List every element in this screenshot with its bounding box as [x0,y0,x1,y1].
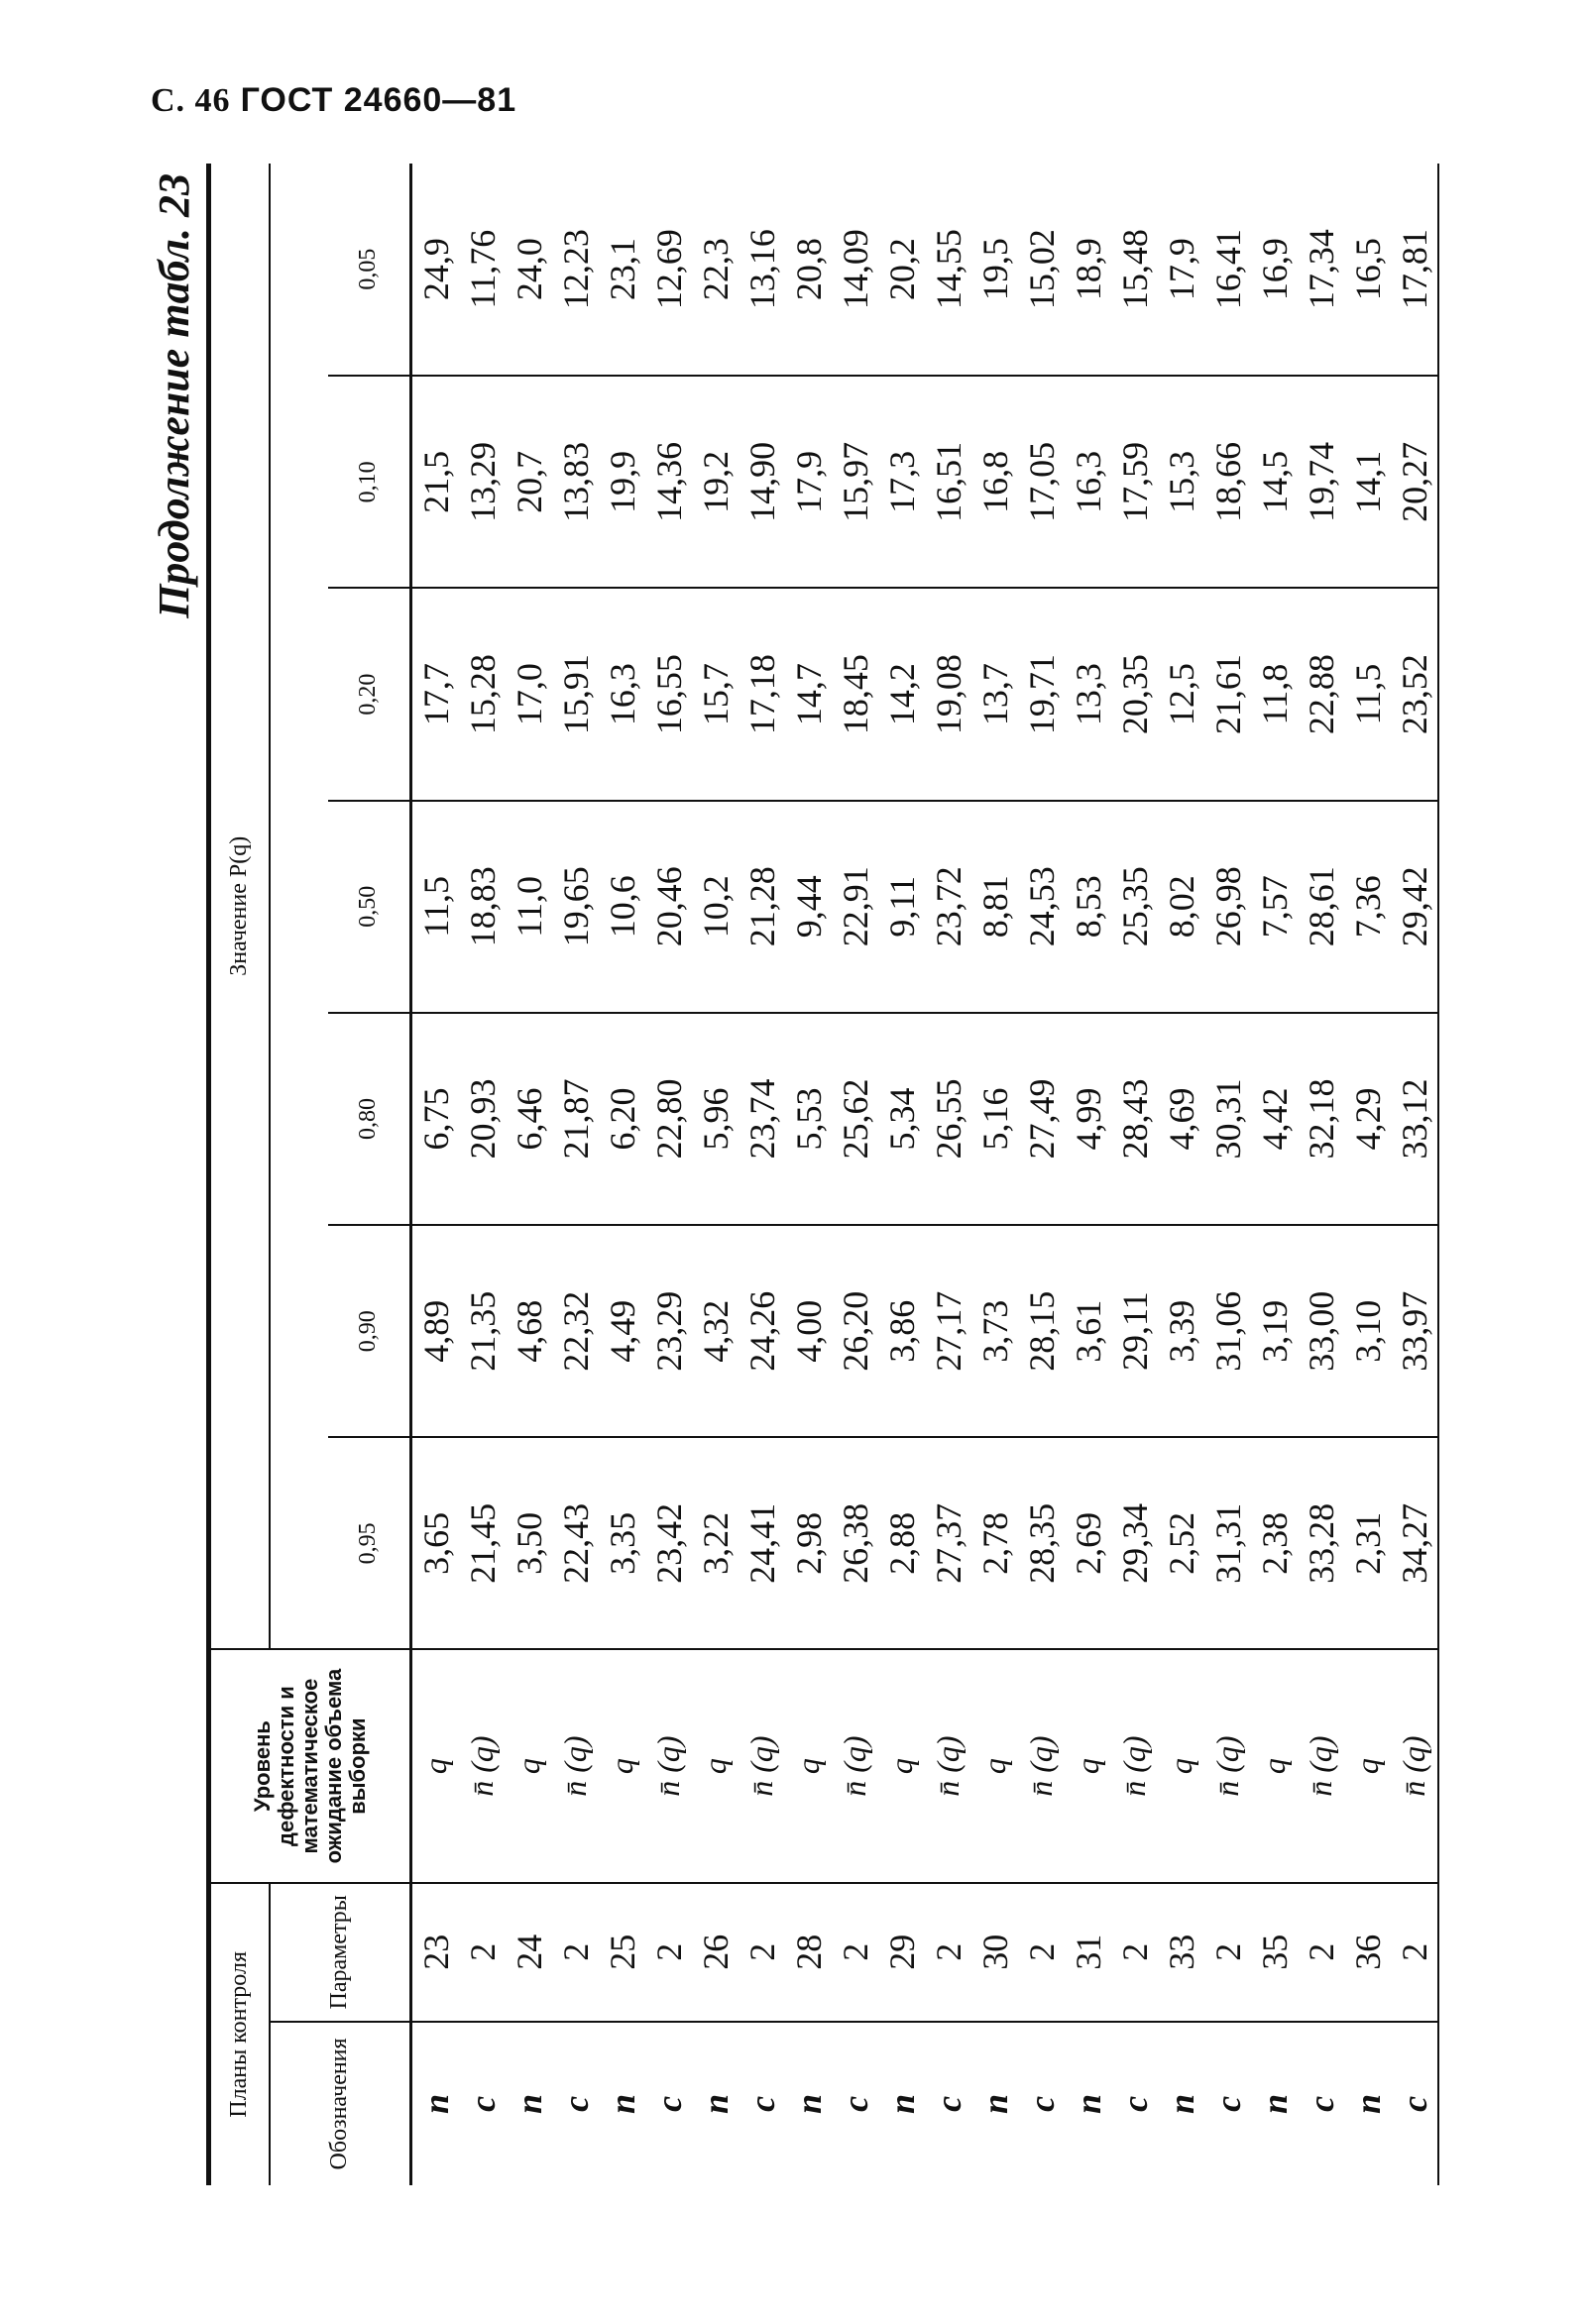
value-cell: 21,5 [411,376,460,588]
parameter-cell: 2 [925,1883,971,2022]
value-cell: 10,2 [692,801,739,1013]
value-cell: 29,42 [1391,801,1438,1013]
level-header: Уровень дефектности и математическое ожидание объема выборки [209,1649,411,1882]
parameter-cell: 24 [506,1883,552,2022]
level-cell: q [1065,1649,1111,1882]
value-cell: 25,35 [1111,801,1158,1013]
designation-cell: n [971,2022,1018,2185]
value-cell: 17,18 [739,588,785,800]
table-row [832,164,878,2185]
value-cell: 18,9 [1068,238,1108,301]
value-cell: 19,2 [692,376,739,588]
value-cell: 10,6 [599,801,645,1013]
value-cell: 13,83 [552,376,599,588]
value-cell: 4,29 [1344,1013,1391,1225]
value-cell: 20,46 [645,801,692,1013]
designation-cell: n [599,2022,645,2185]
table-row [971,164,1018,2185]
parameter-cell: 2 [832,1883,878,2022]
value-cell: 4,68 [506,1225,552,1437]
value-cell: 18,45 [832,588,878,800]
value-cell: 13,29 [459,376,506,588]
value-cell: 19,08 [925,588,971,800]
parameter-cell: 2 [1298,1883,1344,2022]
value-cell: 27,17 [925,1225,971,1437]
value-cell: 22,3 [695,238,736,301]
value-cell: 28,43 [1111,1013,1158,1225]
value-cell: 6,20 [599,1013,645,1225]
value-cell: 33,28 [1298,1437,1344,1649]
value-cell: 8,53 [1065,801,1111,1013]
value-cell: 22,91 [832,801,878,1013]
parameter-cell: 33 [1158,1883,1204,2022]
parameter-cell: 29 [878,1883,925,2022]
level-cell: n̄ (q) [552,1649,599,1882]
level-cell: n̄ (q) [739,1649,785,1882]
value-cell: 22,80 [645,1013,692,1225]
value-cell: 28,35 [1018,1437,1065,1649]
value-cell: 19,74 [1298,376,1344,588]
value-cell: 2,38 [1251,1437,1298,1649]
value-cell: 3,73 [971,1225,1018,1437]
designation-cell: c [1111,2022,1158,2185]
table-row [1204,164,1251,2185]
value-cell: 4,49 [599,1225,645,1437]
p-value-header: 0,80 [328,1013,411,1225]
table-row [1344,164,1391,2185]
table-row [1391,164,1438,2185]
value-cell: 16,5 [1347,238,1388,301]
value-cell: 3,10 [1344,1225,1391,1437]
value-cell: 11,0 [506,801,552,1013]
level-cell: q [692,1649,739,1882]
value-cell: 3,65 [411,1437,460,1649]
value-cell: 31,31 [1204,1437,1251,1649]
value-cell: 4,00 [785,1225,832,1437]
parameter-cell: 2 [459,1883,506,2022]
value-cell: 17,9 [1161,238,1201,301]
value-cell: 8,81 [971,801,1018,1013]
value-cell: 3,19 [1251,1225,1298,1437]
level-cell: n̄ (q) [1018,1649,1065,1882]
table-row [1065,164,1111,2185]
parameter-cell: 31 [1065,1883,1111,2022]
level-cell: q [971,1649,1018,1882]
value-cell: 4,32 [692,1225,739,1437]
designation-header: Обозначения [270,2022,411,2185]
level-cell: n̄ (q) [1298,1649,1344,1882]
value-cell: 16,8 [971,376,1018,588]
value-cell: 5,53 [785,1013,832,1225]
value-cell: 16,55 [645,588,692,800]
designation-cell: c [1204,2022,1251,2185]
parameter-cell: 25 [599,1883,645,2022]
table-row [1298,164,1344,2185]
value-cell: 3,35 [599,1437,645,1649]
designation-cell: c [645,2022,692,2185]
value-cell: 23,74 [739,1013,785,1225]
value-cell: 25,62 [832,1013,878,1225]
value-cell: 20,27 [1391,376,1438,588]
table-row [878,164,925,2185]
table-row [599,164,645,2185]
value-cell: 19,65 [552,801,599,1013]
value-cell: 22,43 [552,1437,599,1649]
designation-cell: n [411,2022,460,2185]
value-cell: 13,16 [741,229,782,310]
data-table [206,164,1439,2185]
level-cell: n̄ (q) [1391,1649,1438,1882]
page-number: С. 46 [151,82,231,119]
parameter-cell: 36 [1344,1883,1391,2022]
value-cell: 15,48 [1114,229,1155,310]
value-cell: 26,55 [925,1013,971,1225]
value-cell: 31,06 [1204,1225,1251,1437]
level-cell: n̄ (q) [645,1649,692,1882]
level-cell: n̄ (q) [925,1649,971,1882]
value-cell: 11,5 [411,801,460,1013]
value-cell: 2,69 [1065,1437,1111,1649]
value-cell: 17,3 [878,376,925,588]
value-cell: 28,15 [1018,1225,1065,1437]
value-cell: 4,42 [1251,1013,1298,1225]
designation-cell: n [1158,2022,1204,2185]
value-cell: 14,1 [1344,376,1391,588]
value-cell: 15,28 [459,588,506,800]
value-cell: 17,9 [785,376,832,588]
value-cell: 6,75 [411,1013,460,1225]
value-cell: 26,38 [832,1437,878,1649]
table-row [925,164,971,2185]
value-cell: 15,3 [1158,376,1204,588]
value-cell: 9,44 [785,801,832,1013]
value-cell: 26,98 [1204,801,1251,1013]
value-cell: 23,72 [925,801,971,1013]
level-cell: n̄ (q) [1204,1649,1251,1882]
table-row [411,164,460,2185]
value-cell: 18,83 [459,801,506,1013]
value-cell: 12,69 [648,229,689,310]
designation-cell: n [692,2022,739,2185]
value-cell: 20,7 [506,376,552,588]
parameters-header: Параметры [270,1883,411,2022]
value-cell: 19,71 [1018,588,1065,800]
value-cell: 3,86 [878,1225,925,1437]
value-cell: 14,55 [928,229,968,310]
p-value-header: 0,05 [328,164,411,376]
value-cell: 3,39 [1158,1225,1204,1437]
p-value-header: 0,95 [328,1437,411,1649]
value-cell: 24,0 [509,238,549,301]
value-cell: 11,5 [1344,588,1391,800]
value-cell: 2,88 [878,1437,925,1649]
value-cell: 17,05 [1018,376,1065,588]
value-cell: 5,16 [971,1013,1018,1225]
value-cell: 16,3 [599,588,645,800]
parameter-cell: 23 [411,1883,460,2022]
value-cell: 12,5 [1158,588,1204,800]
value-cell: 28,61 [1298,801,1344,1013]
level-cell: n̄ (q) [459,1649,506,1882]
level-cell: q [1158,1649,1204,1882]
p-value-header: 0,50 [328,801,411,1013]
value-cell: 4,89 [411,1225,460,1437]
standard-title: ГОСТ 24660—81 [240,81,517,119]
value-cell: 20,2 [881,238,922,301]
value-cell: 21,87 [552,1013,599,1225]
value-cell: 5,34 [878,1013,925,1225]
value-cell: 26,20 [832,1225,878,1437]
level-cell: q [411,1649,460,1882]
value-cell: 17,0 [506,588,552,800]
value-cell: 22,88 [1298,588,1344,800]
value-cell: 29,11 [1111,1225,1158,1437]
level-cell: q [785,1649,832,1882]
value-cell: 14,36 [645,376,692,588]
value-cell: 16,9 [1254,238,1295,301]
value-cell: 21,45 [459,1437,506,1649]
value-cell: 17,81 [1391,164,1438,376]
value-cell: 15,97 [832,376,878,588]
level-cell: q [878,1649,925,1882]
table-row [552,164,599,2185]
value-cell: 24,41 [739,1437,785,1649]
value-cell: 24,53 [1018,801,1065,1013]
parameter-cell: 28 [785,1883,832,2022]
value-cell: 8,02 [1158,801,1204,1013]
value-cell: 34,27 [1391,1437,1438,1649]
value-cell: 33,00 [1298,1225,1344,1437]
value-cell: 7,36 [1344,801,1391,1013]
parameter-cell: 2 [1111,1883,1158,2022]
value-cell: 20,93 [459,1013,506,1225]
value-cell: 23,52 [1391,588,1438,800]
value-cell: 7,57 [1251,801,1298,1013]
value-cell: 13,7 [971,588,1018,800]
p-value-header: 0,20 [328,588,411,800]
value-cell: 2,31 [1344,1437,1391,1649]
designation-cell: n [878,2022,925,2185]
page-header [151,81,516,120]
value-cell: 3,50 [506,1437,552,1649]
p-value-header: 0,10 [328,376,411,588]
level-cell: n̄ (q) [832,1649,878,1882]
values-spacer [270,164,328,1649]
value-cell: 11,76 [462,229,503,309]
values-group-header: Значение P(q) [209,164,271,1649]
value-cell: 6,46 [506,1013,552,1225]
value-cell: 21,28 [739,801,785,1013]
value-cell: 21,35 [459,1225,506,1437]
parameter-cell: 2 [739,1883,785,2022]
value-cell: 14,5 [1251,376,1298,588]
value-cell: 16,51 [925,376,971,588]
value-cell: 3,22 [692,1437,739,1649]
continuation-title: Продолжение табл. 23 [150,173,198,618]
table-row [1251,164,1298,2185]
value-cell: 33,12 [1391,1013,1438,1225]
value-cell: 14,2 [878,588,925,800]
designation-cell: c [1391,2022,1438,2185]
value-cell: 2,98 [785,1437,832,1649]
value-cell: 19,5 [974,238,1015,301]
value-cell: 4,99 [1065,1013,1111,1225]
parameter-cell: 35 [1251,1883,1298,2022]
designation-cell: c [1018,2022,1065,2185]
value-cell: 2,78 [971,1437,1018,1649]
table-row [739,164,785,2185]
value-cell: 21,61 [1204,588,1251,800]
value-cell: 12,23 [555,229,596,310]
value-cell: 15,7 [692,588,739,800]
parameter-cell: 2 [1204,1883,1251,2022]
designation-cell: n [506,2022,552,2185]
value-cell: 15,91 [552,588,599,800]
value-cell: 30,31 [1204,1013,1251,1225]
designation-cell: c [459,2022,506,2185]
designation-cell: c [925,2022,971,2185]
value-cell: 16,41 [1207,229,1248,310]
parameter-cell: 2 [645,1883,692,2022]
value-cell: 32,18 [1298,1013,1344,1225]
parameter-cell: 2 [1391,1883,1438,2022]
value-cell: 23,29 [645,1225,692,1437]
plans-group-header: Планы контроля [209,1883,271,2185]
level-cell: q [599,1649,645,1882]
value-cell: 14,7 [785,588,832,800]
level-cell: q [506,1649,552,1882]
value-cell: 24,9 [415,238,456,301]
designation-cell: n [1065,2022,1111,2185]
designation-cell: n [1344,2022,1391,2185]
table-row [1018,164,1065,2185]
table-row [645,164,692,2185]
value-cell: 15,02 [1021,229,1062,310]
designation-cell: c [739,2022,785,2185]
value-cell: 24,26 [739,1225,785,1437]
value-cell: 20,35 [1111,588,1158,800]
table-row [506,164,552,2185]
value-cell: 20,8 [788,238,829,301]
designation-cell: c [552,2022,599,2185]
value-cell: 17,7 [411,588,460,800]
parameter-cell: 2 [1018,1883,1065,2022]
value-cell: 33,97 [1391,1225,1438,1437]
value-cell: 11,8 [1251,588,1298,800]
level-cell: q [1251,1649,1298,1882]
value-cell: 27,37 [925,1437,971,1649]
value-cell: 22,32 [552,1225,599,1437]
value-cell: 16,3 [1065,376,1111,588]
table-row [785,164,832,2185]
table-row [1111,164,1158,2185]
parameter-cell: 2 [552,1883,599,2022]
table-row [1158,164,1204,2185]
value-cell: 29,34 [1111,1437,1158,1649]
p-value-header: 0,90 [328,1225,411,1437]
value-cell: 9,11 [878,801,925,1013]
designation-cell: c [1298,2022,1344,2185]
value-cell: 23,42 [645,1437,692,1649]
level-cell: n̄ (q) [1111,1649,1158,1882]
value-cell: 14,90 [739,376,785,588]
value-cell: 3,61 [1065,1225,1111,1437]
value-cell: 23,1 [602,238,642,301]
parameter-cell: 26 [692,1883,739,2022]
value-cell: 18,66 [1204,376,1251,588]
designation-cell: n [785,2022,832,2185]
value-cell: 4,69 [1158,1013,1204,1225]
parameter-cell: 30 [971,1883,1018,2022]
value-cell: 17,34 [1301,229,1341,310]
value-cell: 5,96 [692,1013,739,1225]
value-cell: 14,09 [835,229,875,310]
value-cell: 2,52 [1158,1437,1204,1649]
table-row [692,164,739,2185]
value-cell: 17,59 [1111,376,1158,588]
value-cell: 13,3 [1065,588,1111,800]
designation-cell: c [832,2022,878,2185]
value-cell: 19,9 [599,376,645,588]
rotated-table-block [149,164,1536,2185]
value-cell: 27,49 [1018,1013,1065,1225]
table-row [459,164,506,2185]
designation-cell: n [1251,2022,1298,2185]
level-cell: q [1344,1649,1391,1882]
